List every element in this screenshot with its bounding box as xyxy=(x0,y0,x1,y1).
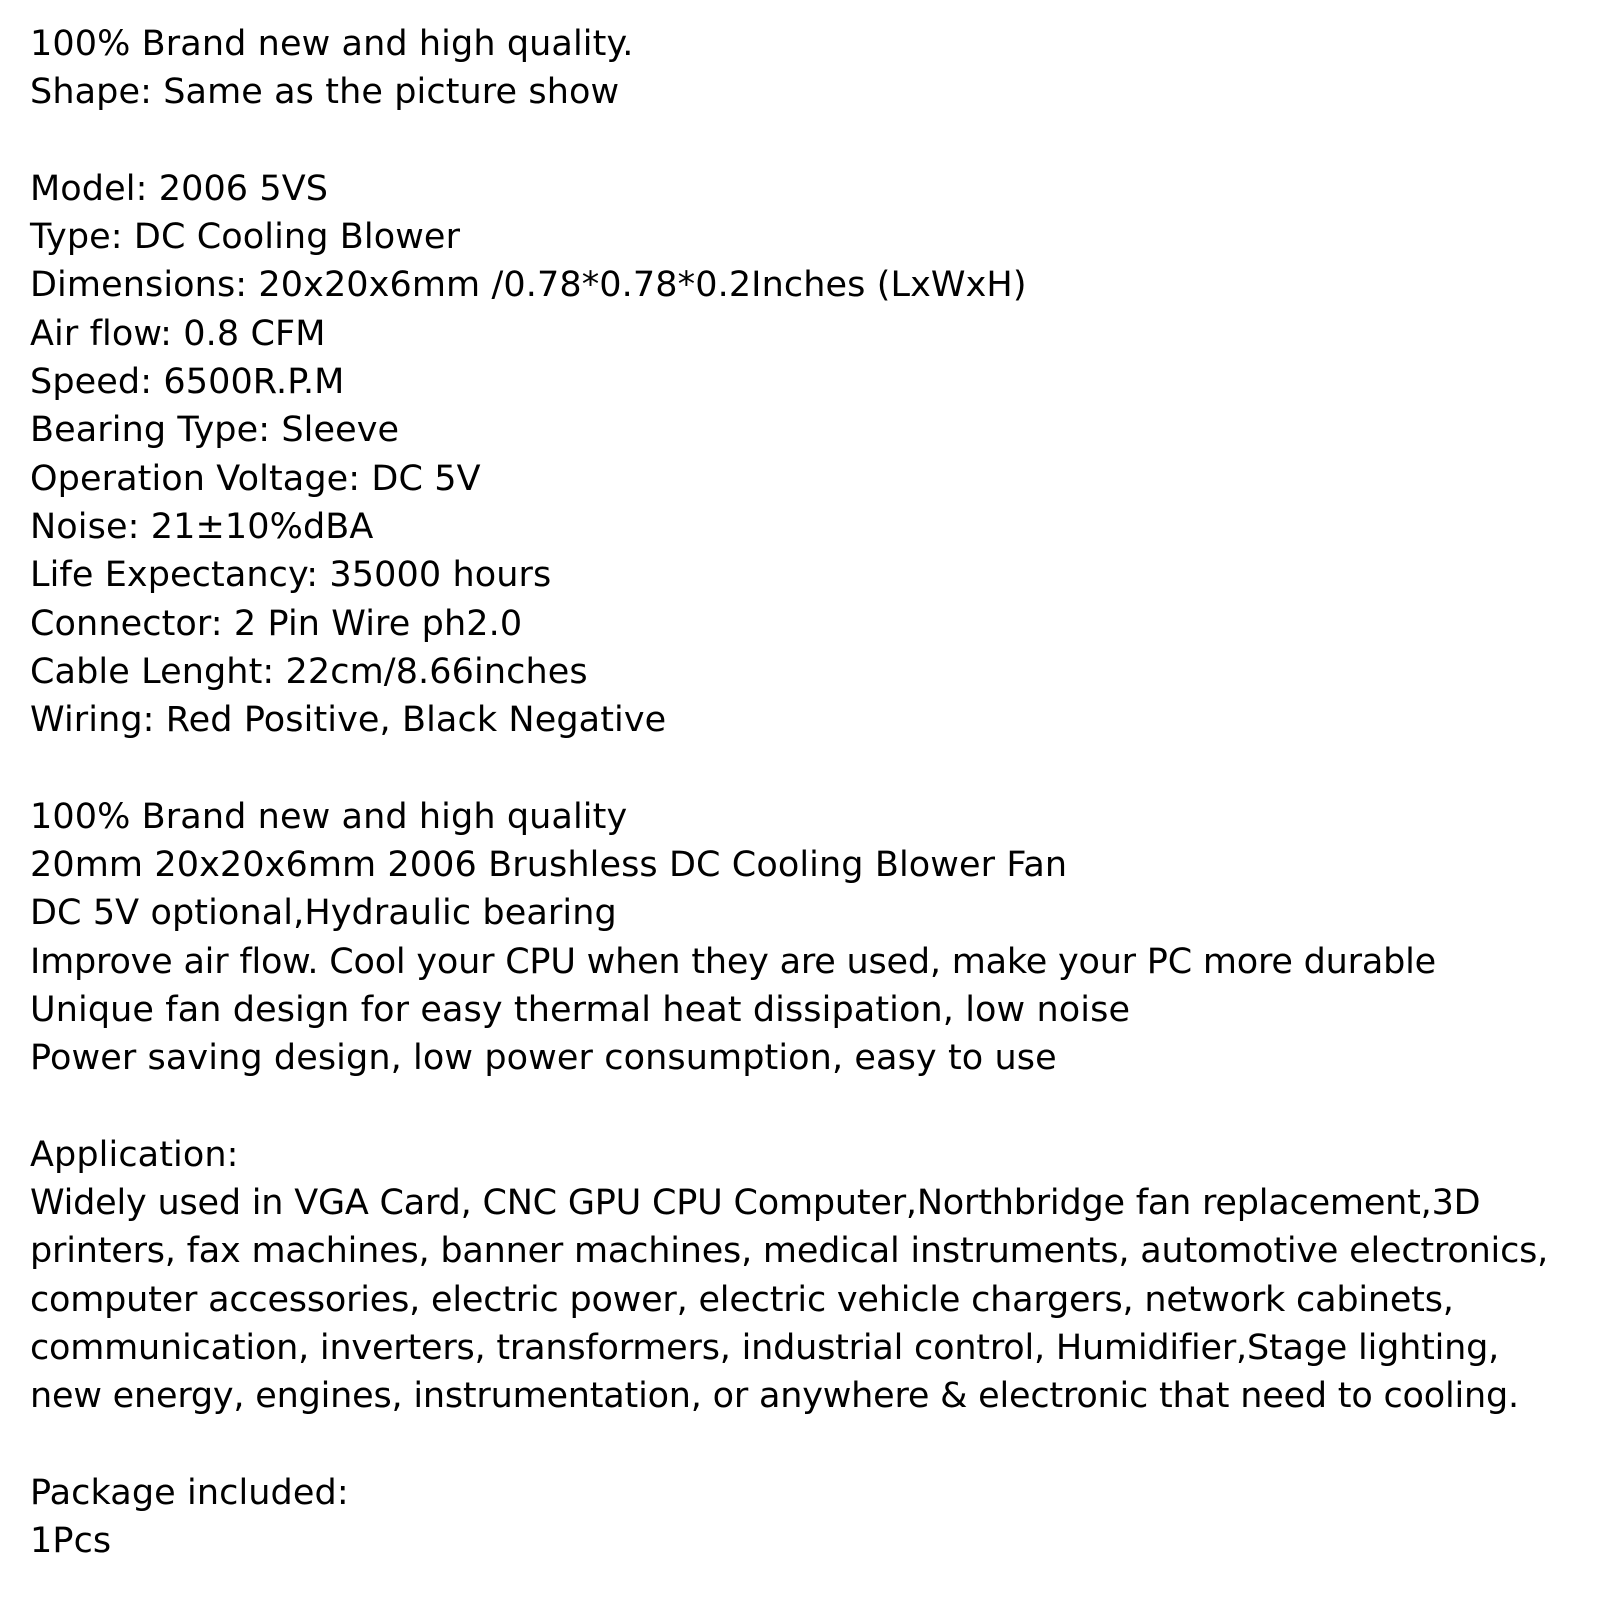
spacer xyxy=(30,1421,1600,1469)
spec-line: Air flow: 0.8 CFM xyxy=(30,313,326,354)
spacer xyxy=(30,744,1600,792)
application-line: computer accessories, electric power, electric vehicle chargers, network cabinets, xyxy=(30,1279,1454,1320)
application-line: Widely used in VGA Card, CNC GPU CPU Computer,Northbridge fan replacement,3D xyxy=(30,1183,1481,1224)
spec-line: Wiring: Red Positive, Black Negative xyxy=(30,700,667,741)
feature-line: 100% Brand new and high quality xyxy=(30,796,628,837)
spec-line: Noise: 21±10%dBA xyxy=(30,506,374,547)
feature-line: Improve air flow. Cool your CPU when they are used, make your PC more durable xyxy=(30,941,1436,982)
package-line: 1Pcs xyxy=(30,1521,112,1562)
spec-line: Model: 2006 5VS xyxy=(30,168,329,209)
feature-line: 20mm 20x20x6mm 2006 Brushless DC Cooling Blower Fan xyxy=(30,845,1068,886)
spacer xyxy=(30,117,1600,165)
spacer xyxy=(30,1083,1600,1131)
spec-line: Speed: 6500R.P.M xyxy=(30,362,345,403)
application-line: new energy, engines, instrumentation, or anywhere & electronic that need to cooling. xyxy=(30,1376,1519,1417)
intro-line: 100% Brand new and high quality. xyxy=(30,24,634,64)
feature-line: DC 5V optional,Hydraulic bearing xyxy=(30,893,617,934)
application-line: printers, fax machines, banner machines, medical instruments, automotive electronics, xyxy=(30,1231,1549,1272)
feature-line: Power saving design, low power consumption, easy to use xyxy=(30,1038,1057,1079)
spec-line: Type: DC Cooling Blower xyxy=(30,217,461,258)
application-line: communication, inverters, transformers, industrial control, Humidifier,Stage lighting, xyxy=(30,1328,1500,1369)
spec-line: Cable Lenght: 22cm/8.66inches xyxy=(30,651,588,692)
intro-line: Shape: Same as the picture show xyxy=(30,72,620,113)
spec-line: Dimensions: 20x20x6mm /0.78*0.78*0.2Inches (LxWxH) xyxy=(30,265,1027,306)
spec-line: Bearing Type: Sleeve xyxy=(30,410,400,451)
application-heading: Application: xyxy=(30,1134,239,1175)
package-heading: Package included: xyxy=(30,1472,349,1513)
spec-line: Connector: 2 Pin Wire ph2.0 xyxy=(30,603,523,644)
spec-line: Life Expectancy: 35000 hours xyxy=(30,555,552,596)
feature-line: Unique fan design for easy thermal heat dissipation, low noise xyxy=(30,989,1131,1030)
spec-line: Operation Voltage: DC 5V xyxy=(30,458,481,499)
